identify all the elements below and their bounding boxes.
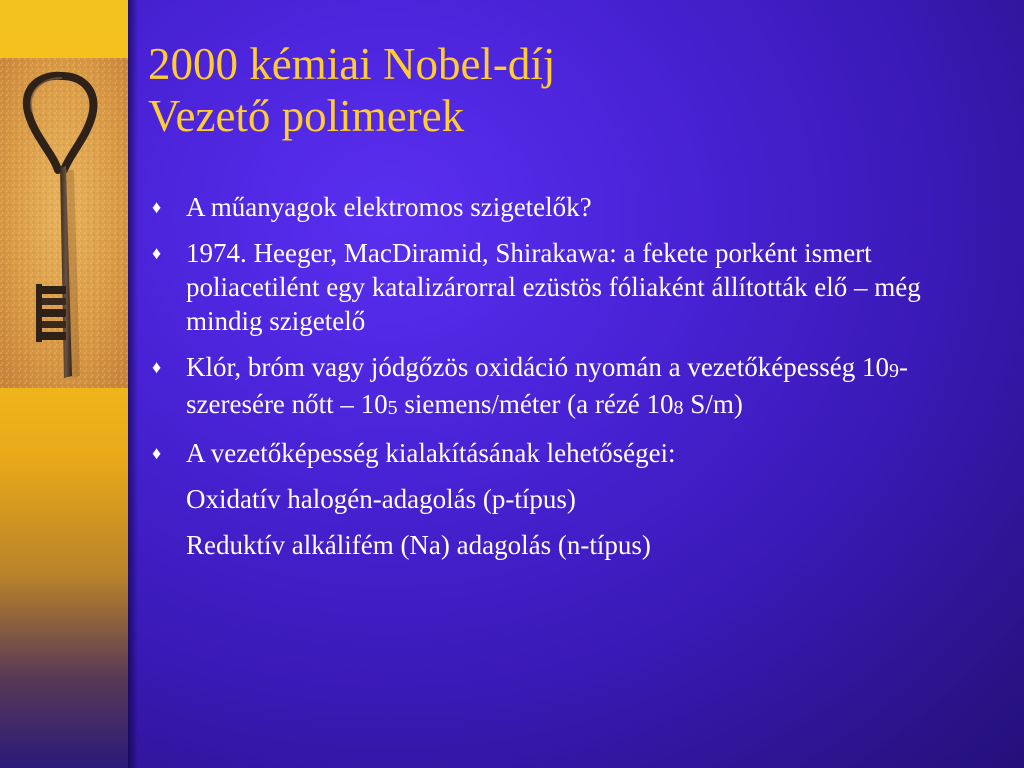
bullet-text-part: S/m) [683,389,743,419]
diamond-bullet-icon: ♦ [152,197,162,217]
bullet-text-part: Klór, bróm vagy jódgőzös oxidáció nyomán a vezetőképesség 10 [186,352,889,382]
bullet-text-part: -szeresére nőtt – 10 [186,352,908,419]
bullet-item [152,350,1002,424]
bullet-text: 1974. Heeger, MacDiramid, Shirakawa: a fekete porként ismert poliacetilént egy katalizárorral ezüstös fóliaként állították elő – még mindig szigetelő [186,238,921,336]
title-line-1: 2000 kémiai Nobel-díj [148,39,556,89]
title-line-2: Vezető polimerek [148,91,465,141]
exponent: 8 [673,397,684,419]
exponent: 9 [889,360,899,382]
bullet-item [152,436,1002,470]
diamond-bullet-icon: ♦ [152,243,162,263]
bullet-text-part: siemens/méter (a rézé 10 [397,389,674,419]
bullet-text: A műanyagok elektromos szigetelők? [186,192,592,222]
slide-content [152,190,1002,574]
bullet-item [152,236,1002,338]
sub-item: Oxidatív halogén-adagolás (p-típus) [186,484,576,514]
diamond-bullet-icon: ♦ [152,443,162,463]
diamond-bullet-icon: ♦ [152,357,162,377]
slide-title [148,38,555,142]
key-photo [0,58,128,388]
bullet-text [186,352,908,419]
strip-shadow [128,0,138,768]
exponent: 5 [387,397,398,419]
bullet-item [152,190,1002,224]
sub-item: Reduktív alkálifém (Na) adagolás (n-típus) [186,530,651,560]
bullet-text: A vezetőképesség kialakításának lehetőségei: [186,438,676,468]
